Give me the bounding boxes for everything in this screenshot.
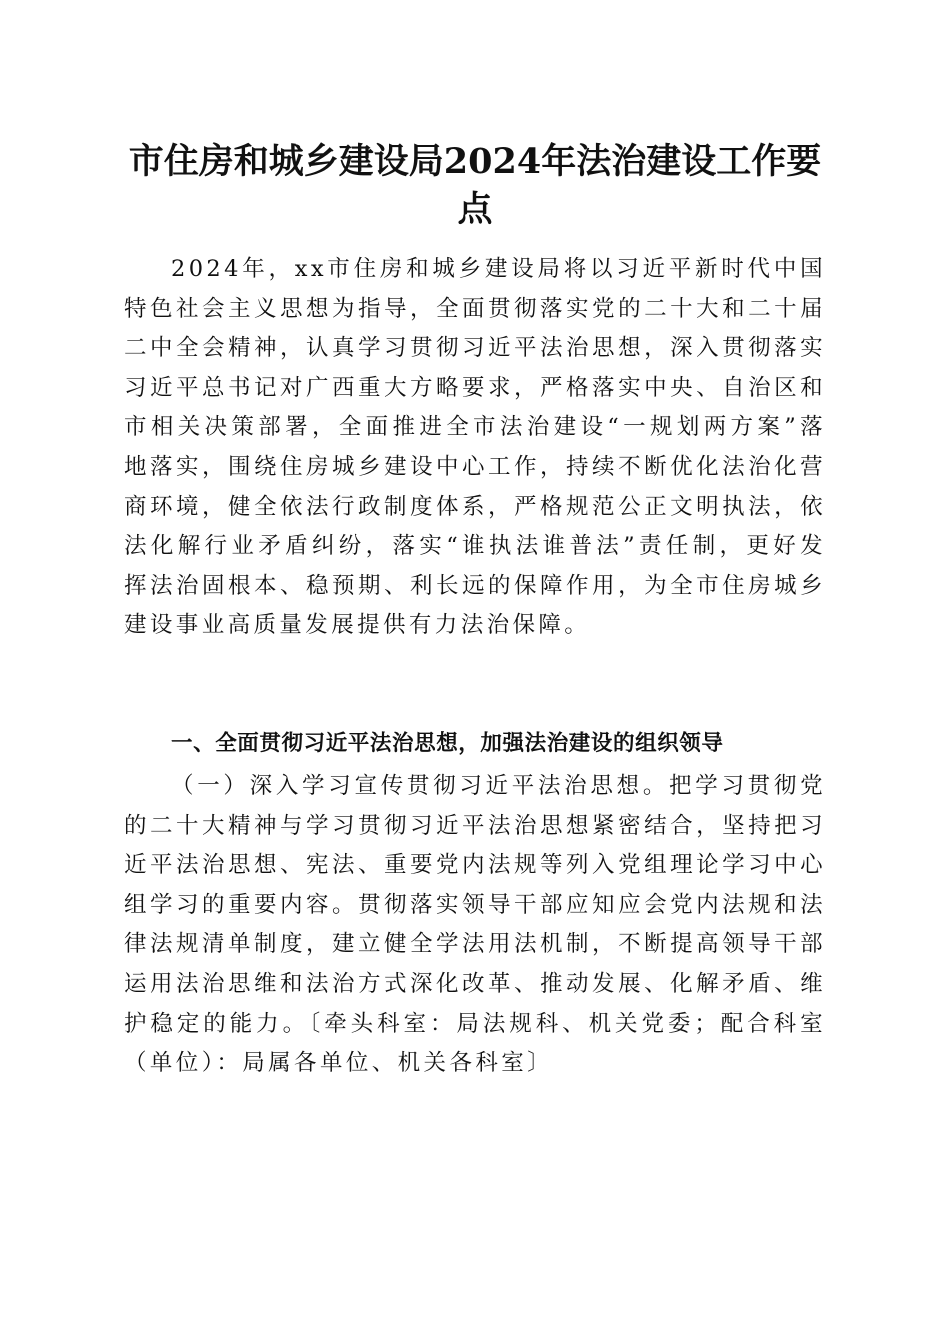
intro-paragraph: 2024年，xx市住房和城乡建设局将以习近平新时代中国特色社会主义思想为指导，全面贯彻落实党的二十大和二十届二中全会精神，认真学习贯彻习近平法治思想，深入贯彻落实习近平总书记对广西重大方略要求，严格落实中央、自治区和市相关决策部署，全面推进全市法治建设“一规划两方案”落地落实，围绕住房城乡建设中心工作，持续不断优化法治化营商环境，健全依法行政制度体系，严格规范公正文明执法，依法化解行业矛盾纠纷，落实“谁执法谁普法”责任制，更好发挥法治固根本、稳预期、利长远的保障作用，为全市住房城乡建设事业高质量发展提供有力法治保障。 [124, 256, 826, 639]
section-1-heading: 一、全面贯彻习近平法治思想，加强法治建设的组织领导 [171, 731, 724, 756]
section-1-item-1-paragraph: （一）深入学习宣传贯彻习近平法治思想。把学习贯彻党的二十大精神与学习贯彻习近平法治思想紧密结合，坚持把习近平法治思想、宪法、重要党内法规等列入党组理论学习中心组学习的重要内容。贯彻落实领导干部应知应会党内法规和法律法规清单制度，建立健全学法用法机制，不断提高领导干部运用法治思维和法治方式深化改革、推动发展、化解矛盾、维护稳定的能力。〔牵头科室：局法规科、机关党委；配合科室（单位）：局属各单位、机关各科室〕 [124, 773, 826, 1077]
document-title: 市住房和城乡建设局2024年法治建设工作要点 [128, 141, 822, 230]
